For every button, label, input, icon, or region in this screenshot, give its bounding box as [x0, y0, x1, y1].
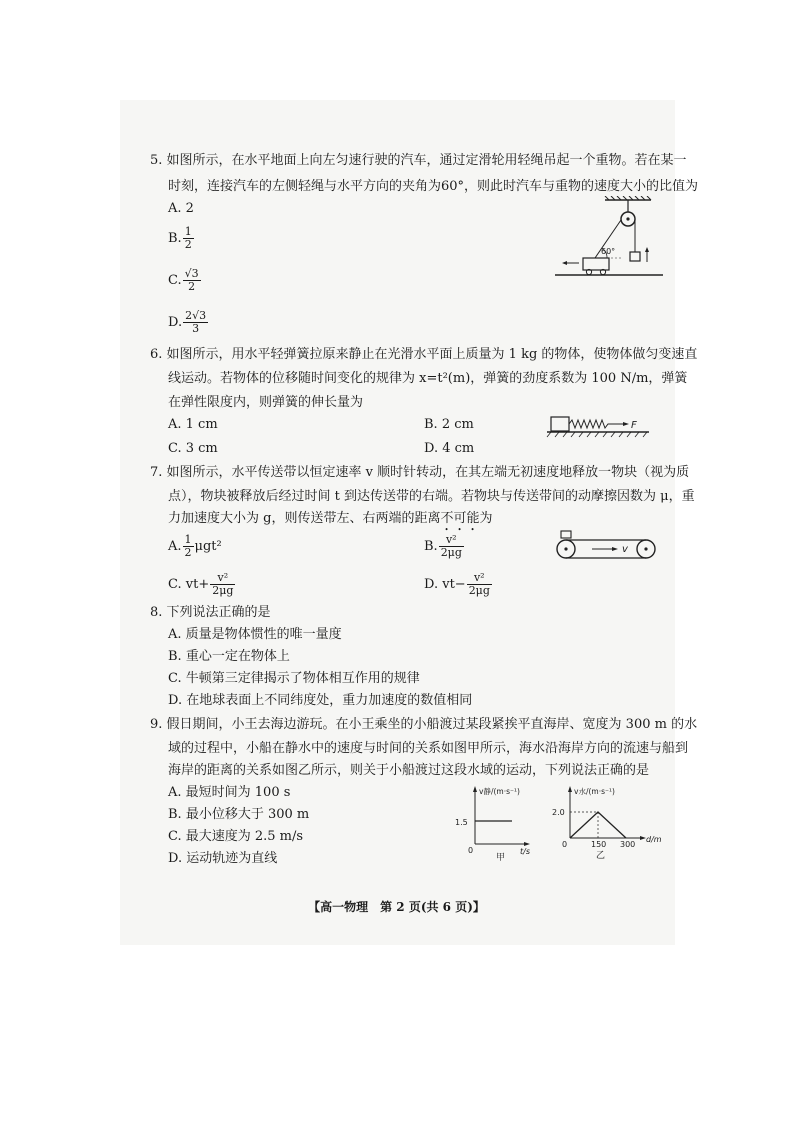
q9-graph-b-caption: 乙: [596, 851, 606, 861]
q9-graph-b-xtick-300: 300: [620, 840, 636, 849]
q8-option-b: B. 重心一定在物体上: [168, 649, 290, 664]
q5-stem-line-2: 时刻，连接汽车的左侧轻绳与水平方向的夹角为60°，则此时汽车与重物的速度大小的比值为: [168, 179, 699, 194]
q6-force-label: F: [631, 420, 637, 431]
q7-option-a: A. $\frac{1}{2}$ μgt²: [168, 533, 222, 559]
q5-car-pulley-figure: [555, 196, 665, 280]
q5-stem-line-1: 5. 如图所示，在水平地面上向左匀速行驶的汽车，通过定滑轮用轻绳吊起一个重物。若在某一: [150, 153, 687, 168]
q7-option-b: B. $\frac{\text{v²}}{2\mu g}$: [424, 533, 462, 559]
q8-option-d: D. 在地球表面上不同纬度处，重力加速度的数值相同: [168, 693, 473, 708]
q8-option-a: A. 质量是物体惯性的唯一量度: [168, 627, 342, 642]
q9-graph-b-origin: 0: [562, 840, 568, 849]
q7-stem-line-1: 7. 如图所示，水平传送带以恒定速率 v 顺时针转动，在其左端无初速度地释放一物块（视为质: [150, 465, 690, 480]
q9-graph-a-caption: 甲: [496, 853, 506, 862]
q9-graph-b-ylabel: v水/(m·s⁻¹): [574, 787, 615, 796]
q9-stem-line-3: 海岸的距离的关系如图乙所示，则关于小船渡过这段水域的运动，下列说法正确的是: [168, 763, 650, 778]
q6-stem-line-3: 在弹性限度内，则弹簧的伸长量为: [168, 395, 364, 410]
q7-stem-line-2: 点），物块被释放后经过时间 t 到达传送带的右端。若物块与传送带间的动摩擦因数为 μ，重: [168, 489, 695, 504]
q9-graph-a-xlabel: t/s: [520, 847, 530, 856]
q9-graph-a-origin: 0: [468, 846, 474, 855]
q9-graph-a: [450, 782, 540, 862]
q9-graph-a-ylabel: v静/(m·s⁻¹): [479, 787, 520, 796]
q7-emphasis-text: 不可能: [440, 511, 480, 526]
q9-option-b: B. 最小位移大于 300 m: [168, 807, 310, 822]
q6-option-c: C. 3 cm: [168, 441, 218, 456]
q5-angle-label: 60°: [601, 247, 616, 256]
q8-option-c: C. 牛顿第三定律揭示了物体相互作用的规律: [168, 671, 420, 686]
q9-graph-b-xtick-150: 150: [591, 840, 607, 849]
q9-graph-b-ytick: 2.0: [552, 808, 565, 817]
q9-option-a: A. 最短时间为 100 s: [168, 785, 291, 800]
q9-stem-line-2: 域的过程中，小船在静水中的速度与时间的关系如图甲所示，海水沿海岸方向的流速与船到: [168, 741, 689, 756]
q6-option-d: D. 4 cm: [424, 441, 475, 456]
q9-graph-b: [548, 782, 673, 862]
q9-graph-b-xlabel: d/m: [646, 835, 662, 844]
q6-option-b: B. 2 cm: [424, 417, 474, 432]
q7-stem-line-3: 力加速度大小为 g，则传送带左、右两端的距离不可能为: [168, 511, 493, 526]
q5-option-c: C. $\frac{√3}{2}$: [168, 267, 199, 293]
q7-option-c: C. vt+ $\frac{\text{v²}}{2\mu g}$: [168, 571, 234, 597]
q7-option-d: D. vt− $\frac{\text{v²}}{2\mu g}$: [424, 571, 490, 597]
q5-option-d: D. $\frac{2√3}{3}$: [168, 309, 207, 335]
q9-option-d: D. 运动轨迹为直线: [168, 851, 278, 866]
q6-option-a: A. 1 cm: [168, 417, 218, 432]
q8-stem: 8. 下列说法正确的是: [150, 605, 271, 620]
q5-option-a: A. 2: [168, 201, 194, 216]
q9-stem-line-1: 9. 假日期间，小王去海边游玩。在小王乘坐的小船渡过某段紧挨平直海岸、宽度为 300 m 的水: [150, 717, 698, 732]
q6-stem-line-1: 6. 如图所示，用水平轻弹簧拉原来静止在光滑水平面上质量为 1 kg 的物体，使物体做匀变速直: [150, 347, 698, 362]
page-footer: 【高一物理 第 2 页(共 6 页)】: [308, 900, 485, 914]
q6-spring-figure: [545, 413, 655, 441]
q7-velocity-label: v: [622, 544, 628, 555]
q9-graph-a-ytick: 1.5: [455, 818, 468, 827]
q6-stem-line-2: 线运动。若物体的位移随时间变化的规律为 x=t²(m)，弹簧的劲度系数为 100 N/m，弹簧: [168, 371, 688, 386]
q7-conveyor-figure: [552, 528, 662, 560]
q9-option-c: C. 最大速度为 2.5 m/s: [168, 829, 304, 844]
q5-option-b: B. $\frac{1}{2}$: [168, 225, 192, 251]
